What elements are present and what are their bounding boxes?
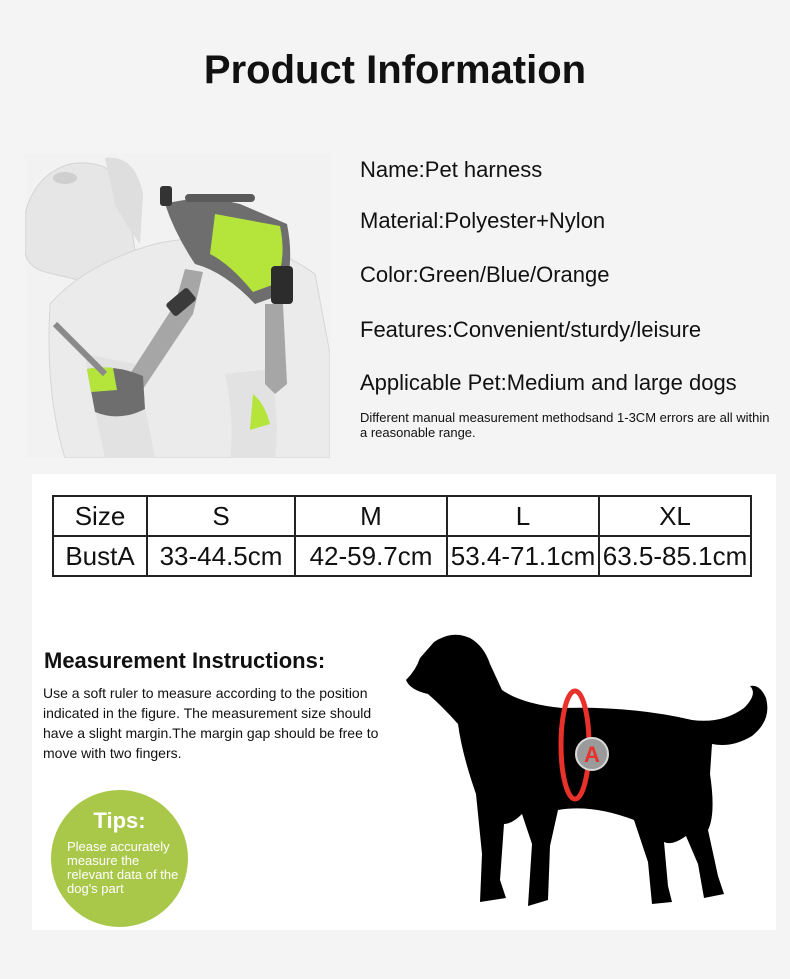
bust-label-cell: BustA xyxy=(53,536,147,576)
spec-color: Color:Green/Blue/Orange xyxy=(360,262,610,287)
size-header-row xyxy=(53,496,751,536)
size-cell: L xyxy=(447,496,599,536)
spec-name: Name:Pet harness xyxy=(360,157,543,182)
bust-cell: 33-44.5cm xyxy=(147,536,295,576)
size-guide-card xyxy=(32,474,776,930)
bust-cell: 53.4-71.1cm xyxy=(447,536,599,576)
measurement-text: Use a soft ruler to measure according to the position indicated in the figure. The measurement size should have a slight margin.The margin gap should be free to move with two fingers. xyxy=(43,685,379,761)
bust-row xyxy=(53,536,751,576)
tips-text: Please accurately measure the relevant data of the dog's part xyxy=(67,839,179,896)
product-photo xyxy=(25,154,330,458)
size-cell: S xyxy=(147,496,295,536)
spec-features: Features:Convenient/sturdy/leisure xyxy=(360,317,702,342)
measurement-error-note: Different manual measurement methodsand 1-3CM errors are all within a reasonable range. xyxy=(360,410,770,440)
page-title: Product Information xyxy=(203,48,587,92)
size-label-cell: Size xyxy=(53,496,147,536)
size-cell: M xyxy=(295,496,447,536)
spec-material: Material:Polyester+Nylon xyxy=(360,208,606,233)
size-table xyxy=(52,495,752,577)
dog-silhouette-diagram xyxy=(372,624,776,924)
measurement-title: Measurement Instructions: xyxy=(44,648,326,673)
tips-title: Tips: xyxy=(93,808,146,833)
harness-on-mannequin-illustration xyxy=(25,154,330,458)
bust-cell: 42-59.7cm xyxy=(295,536,447,576)
bust-cell: 63.5-85.1cm xyxy=(599,536,751,576)
tips-badge xyxy=(51,790,188,927)
spec-applicable-pet: Applicable Pet:Medium and large dogs xyxy=(360,370,737,395)
size-cell: XL xyxy=(599,496,751,536)
marker-a-label: A xyxy=(584,742,600,767)
